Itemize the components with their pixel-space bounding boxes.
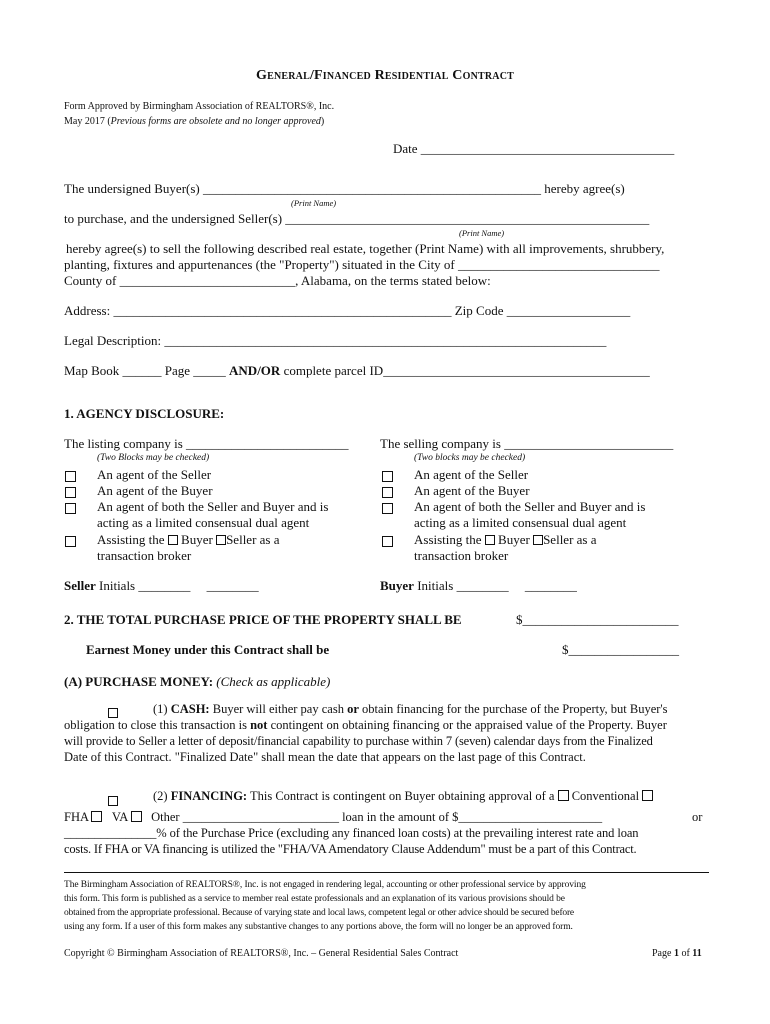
approval-italic: Previous forms are obsolete and no longer approved <box>110 116 321 127</box>
selling-assist-buyer-checkbox[interactable] <box>485 535 495 545</box>
listing-company-row <box>64 436 349 452</box>
seller-row <box>64 211 649 227</box>
assist-seller-label: Seller as a <box>543 532 597 547</box>
selling-dual-agent-label-2: acting as a limited consensual dual agent <box>414 515 627 530</box>
selling-assist-row <box>414 532 597 548</box>
legal-label: Legal Description: <box>64 333 162 348</box>
buyer-initials-row <box>380 578 577 594</box>
date-row <box>393 141 674 157</box>
andor-label: AND/OR <box>229 363 281 378</box>
cash-not: not <box>250 718 268 732</box>
selling-assist-checkbox[interactable] <box>382 533 393 551</box>
conventional-checkbox[interactable] <box>558 790 569 801</box>
agree-line-2 <box>64 257 660 273</box>
cash-line2-b: contingent on obtaining financing or the appraised value of the Property. Buyer <box>270 718 667 732</box>
checkbox-icon <box>382 471 393 482</box>
assist-buyer-label: Buyer <box>181 532 213 547</box>
va-label: VA <box>111 810 128 824</box>
map-book-label: Map Book <box>64 363 120 378</box>
cash-text-a: Buyer will either pay cash <box>212 702 344 716</box>
financing-line-1 <box>153 789 653 804</box>
disclaimer-line-3: obtained from the appropriate professional. Because of varying state and local laws, competent legal or other advice should be secured before <box>64 908 574 918</box>
selling-dual-agent-checkbox[interactable] <box>382 500 393 518</box>
agree-line-1: hereby agree(s) to sell the following described real estate, together (Print Name) with all improvements, shrubbery, <box>66 241 665 256</box>
selling-dual-agent-label-1: An agent of both the Seller and Buyer and is <box>414 499 646 514</box>
cash-line-3: will provide to Seller a letter of deposit/financial capability to purchase within 7 (seven) calendar days from the Finalized <box>64 734 653 748</box>
assist-label: Assisting the <box>414 532 482 547</box>
parcel-label: complete parcel ID <box>283 363 384 378</box>
purchase-money-hint: (Check as applicable) <box>216 674 331 689</box>
disclaimer-line-1: The Birmingham Association of REALTORS®, Inc. is not engaged in rendering legal, accounting or other professional service by approving <box>64 880 586 890</box>
fha-checkbox[interactable] <box>91 811 102 822</box>
earnest-label: Earnest Money under this Contract shall be <box>86 642 330 657</box>
county-row <box>64 273 491 289</box>
listing-assist-checkbox[interactable] <box>65 533 76 551</box>
selling-buyer-agent-label: An agent of the Buyer <box>414 483 530 498</box>
checkbox-icon <box>65 487 76 498</box>
selling-company-row <box>380 436 673 452</box>
buyer-initials-label: Initials <box>417 578 454 593</box>
approval-suffix: ) <box>320 116 325 127</box>
listing-dual-agent-label-1: An agent of both the Seller and Buyer and is <box>97 499 329 514</box>
other-loan-field[interactable]: _________________________ <box>182 810 339 824</box>
selling-seller-agent-label: An agent of the Seller <box>414 467 529 482</box>
listing-buyer-agent-label: An agent of the Buyer <box>97 483 213 498</box>
cash-line2-a: obligation to close this transaction is <box>64 718 247 732</box>
buyer-initials-bold: Buyer <box>380 578 414 593</box>
footer-copyright: Copyright © Birmingham Association of REALTORS®, Inc. – General Residential Sales Contract <box>64 948 459 959</box>
footer-divider <box>64 872 709 873</box>
legal-row <box>64 333 606 349</box>
county-label: County of <box>64 273 117 288</box>
listing-company-label: The listing company is <box>64 436 183 451</box>
financing-lead: (2) <box>153 789 168 803</box>
financing-line-4: costs. If FHA or VA financing is utilized the "FHA/VA Amendatory Clause Addendum" must be a part of this Contract. <box>64 842 637 856</box>
checkbox-icon <box>108 796 118 806</box>
assist-seller-label: Seller as a <box>226 532 280 547</box>
seller-initials-row <box>64 578 259 594</box>
seller-print-name-hint: (Print Name) <box>459 228 505 238</box>
selling-company-label: The selling company is <box>380 436 501 451</box>
cash-line-2 <box>64 718 667 733</box>
page-prefix: Page <box>652 948 672 959</box>
financing-line-2 <box>64 810 602 825</box>
cash-or: or <box>347 702 359 716</box>
cash-bold: CASH: <box>170 702 210 716</box>
listing-hint: (Two Blocks may be checked) <box>97 453 210 463</box>
date-field[interactable]: _______________________________________ <box>420 141 675 156</box>
purchase-money-heading <box>64 674 330 690</box>
listing-seller-agent-label: An agent of the Seller <box>97 467 212 482</box>
county-field[interactable]: ___________________________ <box>119 273 296 288</box>
page-field[interactable]: _____ <box>193 363 226 378</box>
financing-line-3 <box>64 826 638 841</box>
page-of: of <box>681 948 690 959</box>
checkbox-icon <box>108 708 118 718</box>
checkbox-icon <box>65 471 76 482</box>
selling-broker-label: transaction broker <box>414 548 509 563</box>
cash-line-1 <box>153 702 668 717</box>
page-current: 1 <box>673 948 679 959</box>
approval-line-1: Form Approved by Birmingham Association of REALTORS®, Inc. <box>64 101 335 112</box>
assist-buyer-label: Buyer <box>498 532 530 547</box>
buyer-name-field[interactable]: ____________________________________________________ <box>203 181 541 196</box>
buyer-row <box>64 181 625 197</box>
seller-initials-label: Initials <box>99 578 136 593</box>
map-book-field[interactable]: ______ <box>122 363 162 378</box>
listing-company-field[interactable]: _________________________ <box>186 436 349 451</box>
address-row <box>64 303 630 319</box>
checkbox-icon <box>382 503 393 514</box>
parcel-field[interactable]: _________________________________________ <box>383 363 650 378</box>
checkbox-icon <box>382 487 393 498</box>
va-checkbox[interactable] <box>131 811 142 822</box>
purchase-money-bold: (A) PURCHASE MONEY: <box>64 674 214 689</box>
disclaimer-line-2: this form. This form is published as a service to member real estate professionals and an explanation of its various provisions should be <box>64 894 565 904</box>
page-title: General/Financed Residential Contract <box>256 68 514 83</box>
loan-amount-field[interactable]: _______________________ <box>458 810 603 824</box>
buyer-suffix: hereby agree(s) <box>544 181 625 196</box>
map-row <box>64 363 650 379</box>
percent-field[interactable]: _______________ <box>64 826 157 840</box>
price-heading: 2. THE TOTAL PURCHASE PRICE OF THE PROPERTY SHALL BE <box>64 612 462 627</box>
conventional-extra-checkbox[interactable] <box>642 790 653 801</box>
listing-dual-agent-label-2: acting as a limited consensual dual agent <box>97 515 310 530</box>
agency-heading: 1. AGENCY DISCLOSURE: <box>64 406 225 421</box>
zip-label: Zip Code <box>454 303 504 318</box>
seller-label: to purchase, and the undersigned Seller(s) <box>64 211 283 226</box>
financing-checkbox[interactable] <box>108 792 118 810</box>
approval-prefix: May 2017 ( <box>64 116 111 127</box>
checkbox-icon <box>65 503 76 514</box>
percent-text: % of the Purchase Price (excluding any financed loan costs) at the prevailing interest rate and loan <box>156 826 639 840</box>
disclaimer-line-4: using any form. If a user of this form makes any substantive changes to any portions above, the form will no longer be an approved form. <box>64 922 573 932</box>
seller-name-field[interactable]: ________________________________________________________ <box>285 211 650 226</box>
assist-label: Assisting the <box>97 532 165 547</box>
address-field[interactable]: ____________________________________________________ <box>113 303 452 318</box>
footer-page-number <box>652 948 702 959</box>
county-suffix: , Alabama, on the terms stated below: <box>295 273 491 288</box>
financing-or: or <box>692 810 703 824</box>
buyer-print-name-hint: (Print Name) <box>291 198 337 208</box>
price-field[interactable]: $________________________ <box>516 612 679 627</box>
financing-bold: FINANCING: <box>170 789 248 803</box>
earnest-field[interactable]: $_________________ <box>562 642 679 657</box>
cash-lead: (1) <box>153 702 168 716</box>
other-label: Other <box>151 810 180 824</box>
cash-text-b: obtain financing for the purchase of the Property, but Buyer's <box>362 702 668 716</box>
zip-field[interactable]: ___________________ <box>506 303 631 318</box>
legal-field[interactable]: ____________________________________________________________________ <box>164 333 607 348</box>
city-field[interactable]: _______________________________ <box>458 257 660 272</box>
checkbox-icon <box>382 536 393 547</box>
loan-amount-label: loan in the amount of $ <box>342 810 459 824</box>
selling-hint: (Two blocks may be checked) <box>414 453 526 463</box>
city-label: planting, fixtures and appurtenances (the "Property") situated in the City of <box>64 257 455 272</box>
checkbox-icon <box>65 536 76 547</box>
fha-label: FHA <box>64 810 89 824</box>
seller-initials-bold: Seller <box>64 578 96 593</box>
selling-company-field[interactable]: __________________________ <box>504 436 674 451</box>
address-label: Address: <box>64 303 111 318</box>
date-label: Date <box>393 141 418 156</box>
listing-dual-agent-checkbox[interactable] <box>65 500 76 518</box>
page-label: Page <box>164 363 191 378</box>
selling-assist-seller-checkbox[interactable] <box>533 535 543 545</box>
cash-line-4: Date of this Contract. "Finalized Date" shall mean the date that appears on the last page of this Contract. <box>64 750 586 764</box>
buyer-label: The undersigned Buyer(s) <box>64 181 200 196</box>
buyer-initials-field[interactable]: ________ ________ <box>456 578 577 593</box>
listing-assist-row <box>97 532 280 548</box>
approval-line-2 <box>64 116 324 127</box>
listing-assist-buyer-checkbox[interactable] <box>168 535 178 545</box>
listing-broker-label: transaction broker <box>97 548 192 563</box>
seller-initials-field[interactable]: ________ ________ <box>138 578 259 593</box>
conventional-label: Conventional <box>571 789 640 803</box>
listing-assist-seller-checkbox[interactable] <box>216 535 226 545</box>
financing-text: This Contract is contingent on Buyer obtaining approval of a <box>250 789 555 803</box>
page-total: 11 <box>692 948 702 959</box>
